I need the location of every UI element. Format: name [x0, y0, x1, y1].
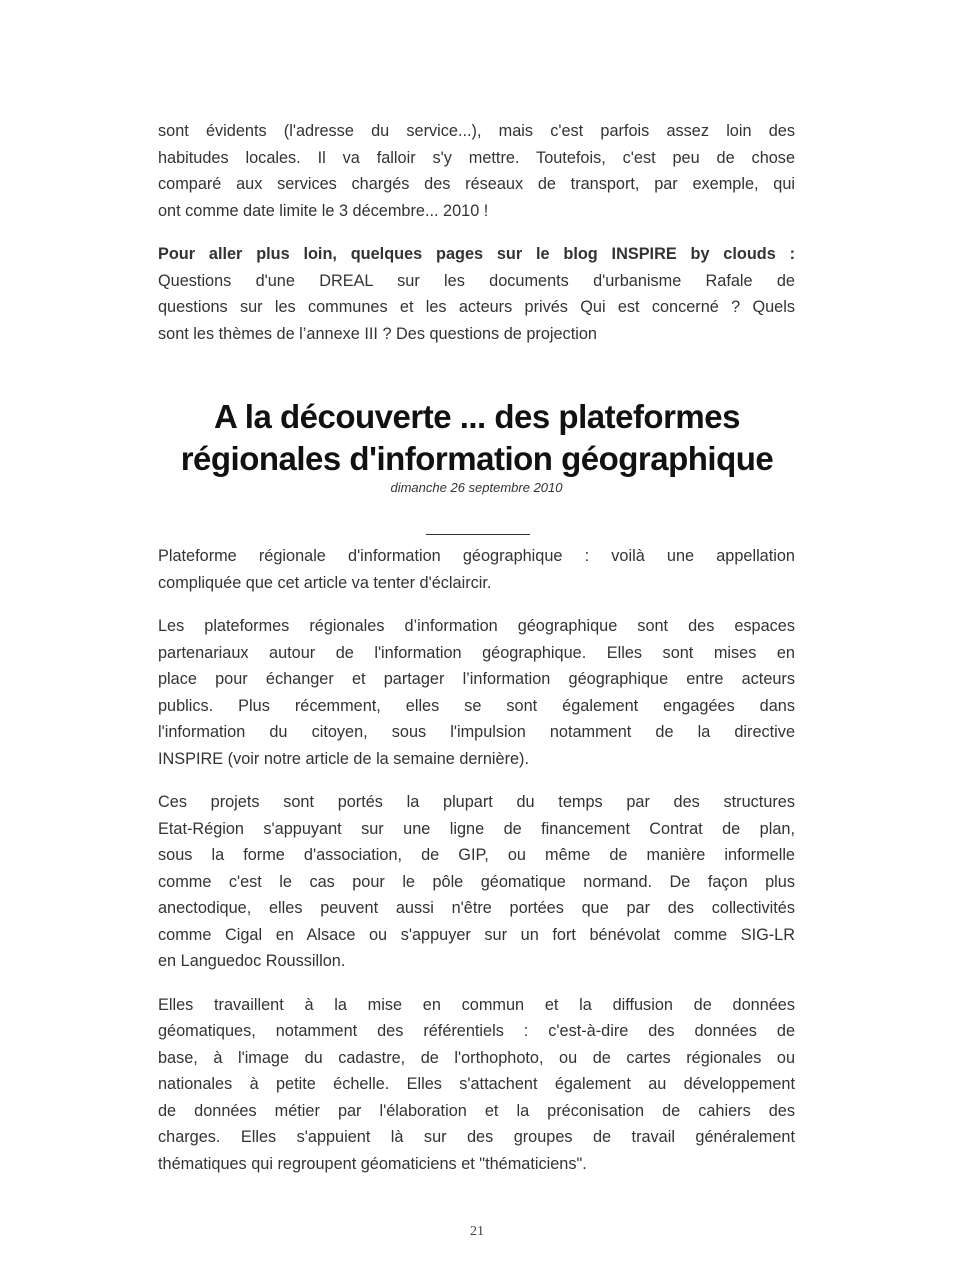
text-line: habitudes locales. Il va falloir s'y mettre. Toutefois, c'est peu de chose [158, 148, 795, 167]
paragraph [158, 789, 795, 975]
paragraph [158, 992, 795, 1178]
paragraph [158, 118, 795, 224]
text-line: comme Cigal en Alsace ou s'appuyer sur un fort bénévolat comme SIG-LR [158, 925, 795, 944]
text-line: Ces projets sont portés la plupart du temps par des structures [158, 793, 795, 811]
text-line: de données métier par l'élaboration et la préconisation de cahiers des [158, 1101, 795, 1120]
text-line: sont les thèmes de l’annexe III ? Des questions de projection [158, 324, 597, 343]
text-line: place pour échanger et partager l’information géographique entre acteurs [158, 670, 795, 688]
text-line: sous la forme d'association, de GIP, ou même de manière informelle [158, 846, 795, 864]
paragraph [158, 241, 795, 347]
text-line: INSPIRE (voir notre article de la semaine dernière). [158, 749, 530, 768]
text-line: charges. Elles s'appuient là sur des groupes de travail généralement [158, 1128, 795, 1146]
text-line: publics. Plus récemment, elles se sont également engagées dans [158, 696, 795, 715]
article-date: dimanche 26 septembre 2010 [390, 480, 563, 495]
text-line: géomatiques, notamment des référentiels : c'est-à-dire des données de [158, 1022, 795, 1040]
top-text [158, 118, 795, 364]
text-line: compliquée que cet article va tenter d'éclaircir. [158, 573, 492, 592]
paragraph [158, 543, 795, 596]
article-title [120, 396, 834, 480]
text-line: ont comme date limite le 3 décembre... 2010 ! [158, 201, 489, 220]
text-line: nationales à petite échelle. Elles s'attachent également au développement [158, 1075, 795, 1093]
text-line: l'information du citoyen, sous l'impulsion notamment de la directive [158, 723, 795, 741]
text-line: anectodique, elles peuvent aussi n'être portées que par des collectivités [158, 899, 795, 917]
text-line: en Languedoc Roussillon. [158, 952, 346, 970]
text-line: questions sur les communes et les acteurs privés Qui est concerné ? Quels [158, 298, 795, 316]
text-line: Les plateformes régionales d’information géographique sont des espaces [158, 617, 795, 635]
separator-rule [426, 534, 530, 535]
page-number: 21 [470, 1224, 484, 1239]
article-title-line: régionales d'information géographique [180, 440, 774, 477]
text-line: partenariaux autour de l'information géographique. Elles sont mises en [158, 643, 795, 662]
text-line: sont évidents (l'adresse du service...), mais c'est parfois assez loin des [158, 122, 795, 140]
text-line: Elles travaillent à la mise en commun et la diffusion de données [158, 995, 795, 1014]
text-line: comparé aux services chargés des réseaux de transport, par exemple, qui [158, 175, 795, 193]
paragraph [158, 613, 795, 772]
text-line: comme c'est le cas pour le pôle géomatique normand. De façon plus [158, 872, 795, 891]
text-line: thématiques qui regroupent géomaticiens et "thématiciens". [158, 1154, 587, 1173]
text-line: Plateforme régionale d'information géographique : voilà une appellation [158, 547, 795, 565]
article-body [158, 543, 795, 1194]
text-line: Questions d'une DREAL sur les documents d'urbanisme Rafale de [158, 271, 795, 290]
text-line: Pour aller plus loin, quelques pages sur le blog INSPIRE by clouds : [158, 245, 795, 263]
text-line: Etat-Région s'appuyant sur une ligne de financement Contrat de plan, [158, 819, 795, 838]
text-line: base, à l'image du cadastre, de l'orthophoto, ou de cartes régionales ou [158, 1048, 795, 1067]
article-title-line: A la découverte ... des plateformes [214, 398, 740, 435]
